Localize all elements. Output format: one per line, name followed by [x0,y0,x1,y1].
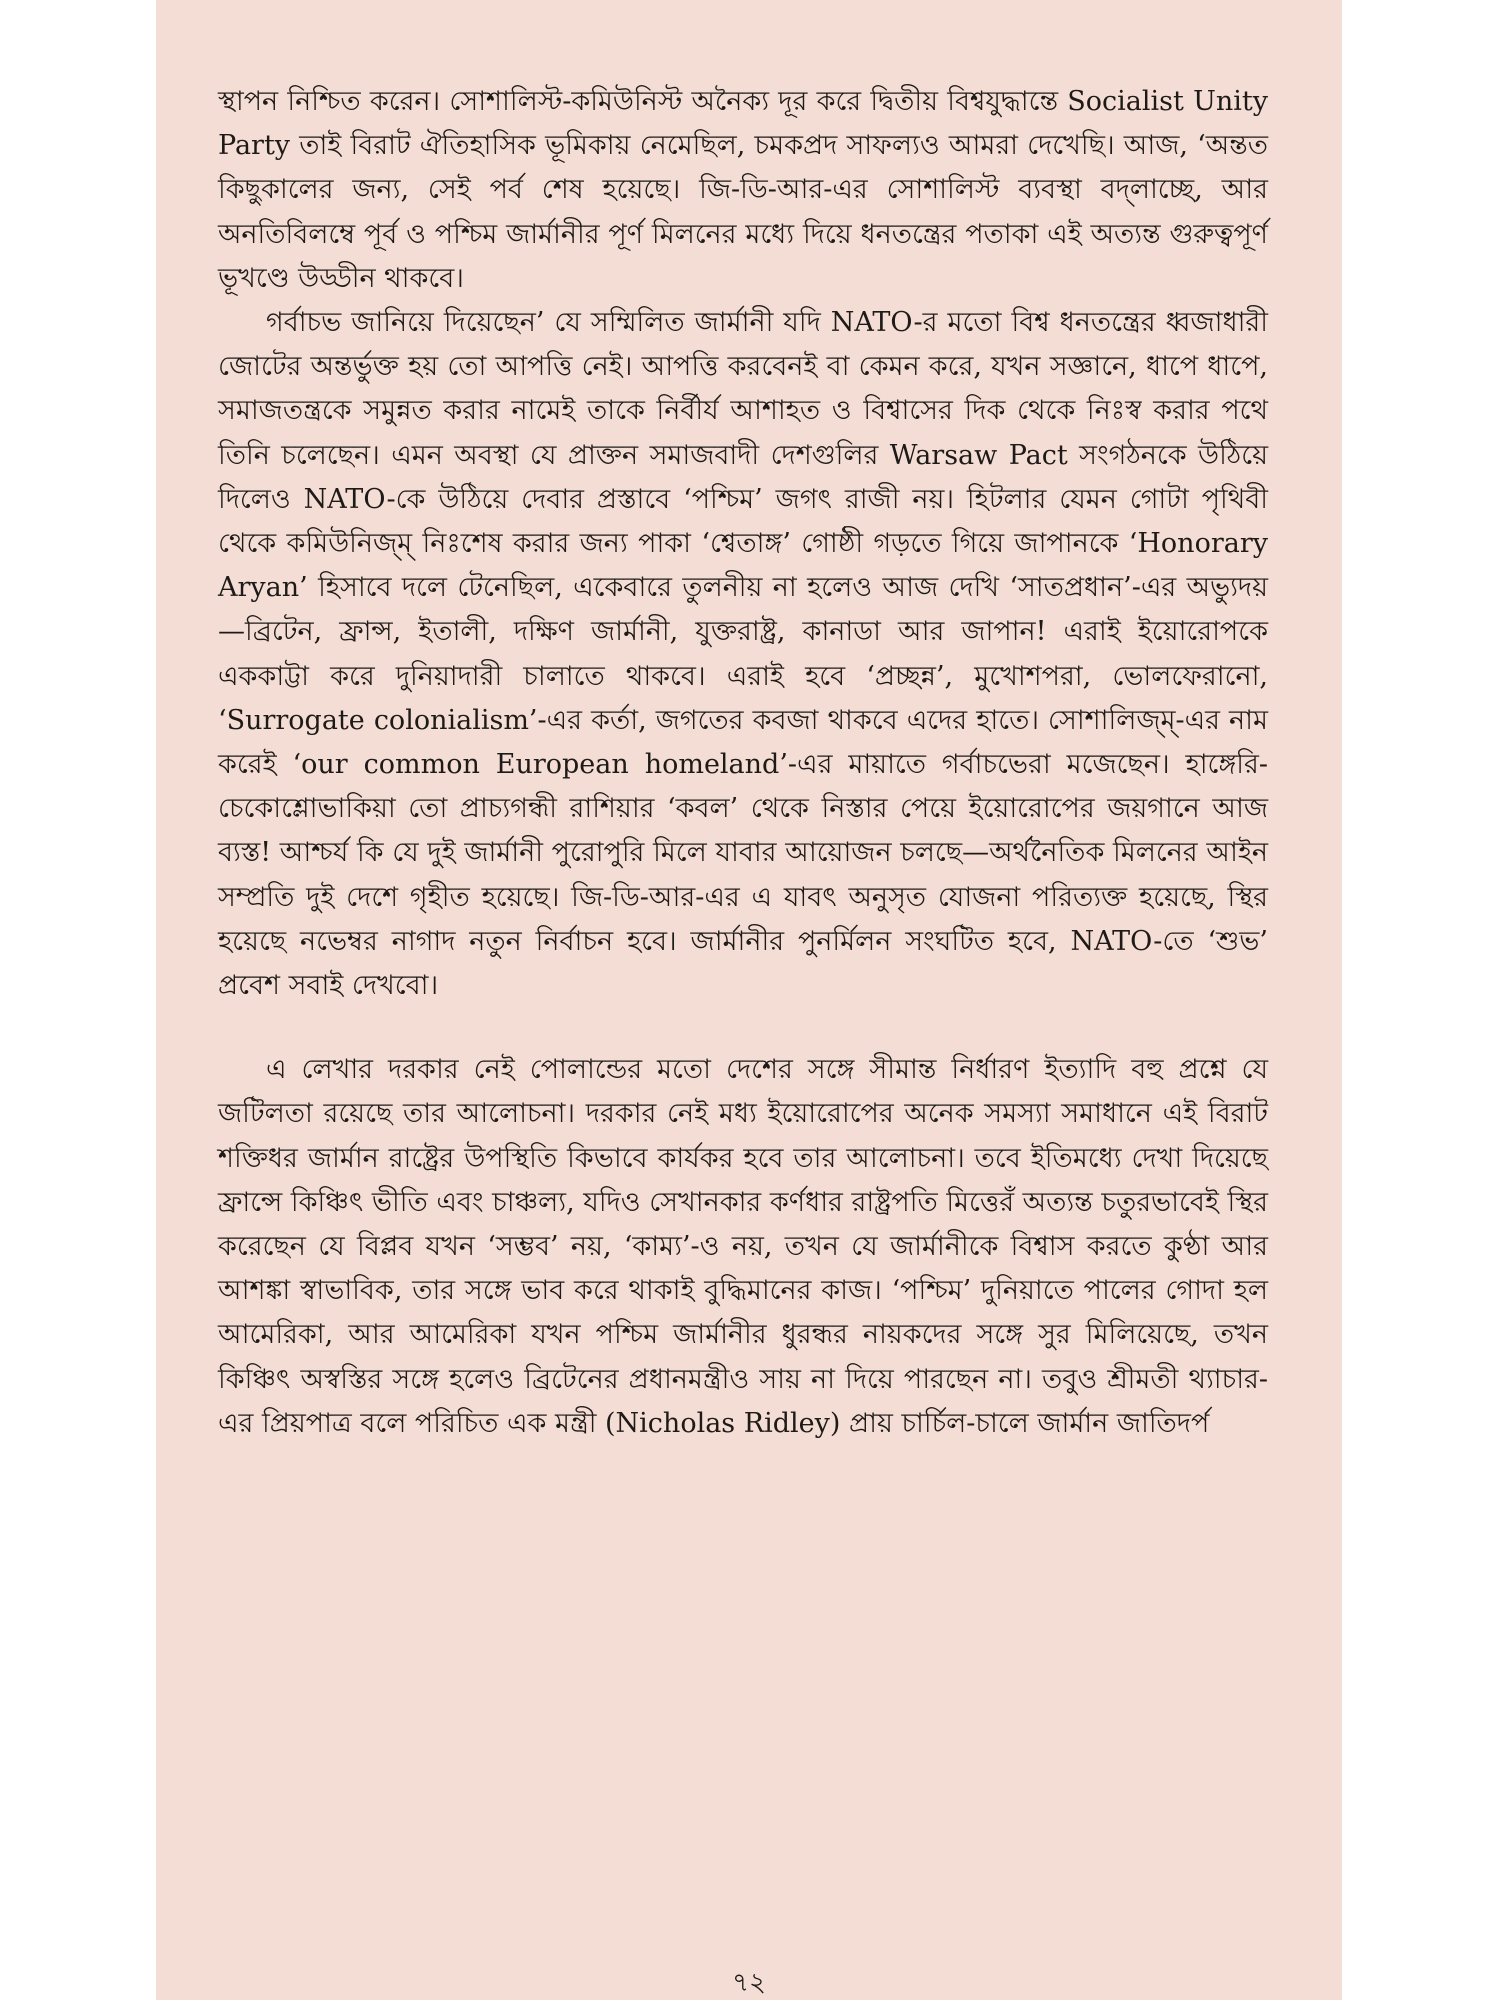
paragraph-1: স্থাপন নিশ্চিত করেন। সোশালিস্ট-কমিউনিস্ট অনৈক্য দূর করে দ্বিতীয় বিশ্বযুদ্ধান্তে Socialist Unity Party তাই বিরাট ঐতিহাসিক ভূমিকায় নেমেছিল, চমকপ্রদ সাফল্যও আমরা দেখেছি। আজ, ‘অন্তত কিছুকালের জন্য, সেই পর্ব শেষ হয়েছে। জি-ডি-আর-এর সোশালিস্ট ব্যবস্থা বদ্‌লাচ্ছে, আর অনতিবিলম্বে পূর্ব ও পশ্চিম জার্মানীর পূর্ণ মিলনের মধ্যে দিয়ে ধনতন্ত্রের পতাকা এই অত্যন্ত গুরুত্বপূর্ণ ভূখণ্ডে উড্ডীন থাকবে। [218,86,1268,294]
page-number: ৭২ [732,1968,766,1998]
page-body-text [218,80,1268,1446]
paragraph-2: গর্বাচভ জানিয়ে দিয়েছেন’ যে সম্মিলিত জার্মানী যদি NATO-র মতো বিশ্ব ধনতন্ত্রের ধ্বজাধারী জোটের অন্তর্ভুক্ত হয় তো আপত্তি নেই। আপত্তি করবেনই বা কেমন করে, যখন সজ্ঞানে, ধাপে ধাপে, সমাজতন্ত্রকে সমুন্নত করার নামেই তাকে নির্বীর্য আশাহত ও বিশ্বাসের দিক থেকে নিঃস্ব করার পথে তিনি চলেছেন। এমন অবস্থা যে প্রাক্তন সমাজবাদী দেশগুলির Warsaw Pact সংগঠনকে উঠিয়ে দিলেও NATO-কে উঠিয়ে দেবার প্রস্তাবে ‘পশ্চিম’ জগৎ রাজী নয়। হিটলার যেমন গোটা পৃথিবী থেকে কমিউনিজ্‌ম্ নিঃশেষ করার জন্য পাকা ‘শ্বেতাঙ্গ’ গোষ্ঠী গড়তে গিয়ে জাপানকে ‘Honorary Aryan’ হিসাবে দলে টেনেছিল, একেবারে তুলনীয় না হলেও আজ দেখি ‘সাতপ্রধান’-এর অভ্যুদয়—ব্রিটেন, ফ্রান্স, ইতালী, দক্ষিণ জার্মানী, যুক্তরাষ্ট্র, কানাডা আর জাপান! এরাই ইয়োরোপকে এককাট্টা করে দুনিয়াদারী চালাতে থাকবে। এরাই হবে ‘প্রচ্ছন্ন’, মুখোশপরা, ভোলফেরানো, ‘Surrogate colonialism’-এর কর্তা, জগতের কবজা থাকবে এদের হাতে। সোশালিজ্‌ম্-এর নাম করেই ‘our common European homeland’-এর মায়াতে গর্বাচভেরা মজেছেন। হাঙ্গেরি-চেকোশ্লোভাকিয়া তো প্রাচ্যগন্ধী রাশিয়ার ‘কবল’ থেকে নিস্তার পেয়ে ইয়োরোপের জয়গানে আজ ব্যস্ত! আশ্চর্য কি যে দুই জার্মানী পুরোপুরি মিলে যাবার আয়োজন চলছে—অর্থনৈতিক মিলনের আইন সম্প্রতি দুই দেশে গৃহীত হয়েছে। জি-ডি-আর-এর এ যাবৎ অনুসৃত যোজনা পরিত্যক্ত হয়েছে, স্থির হয়েছে নভেম্বর নাগাদ নতুন নির্বাচন হবে। জার্মানীর পুনর্মিলন সংঘটিত হবে, NATO-তে ‘শুভ’ প্রবেশ সবাই দেখবো। [218,307,1268,1002]
paragraph-3: এ লেখার দরকার নেই পোলান্ডের মতো দেশের সঙ্গে সীমান্ত নির্ধারণ ইত্যাদি বহু প্রশ্নে যে জটিলতা রয়েছে তার আলোচনা। দরকার নেই মধ্য ইয়োরোপের অনেক সমস্যা সমাধানে এই বিরাট শক্তিধর জার্মান রাষ্ট্রের উপস্থিতি কিভাবে কার্যকর হবে তার আলোচনা। তবে ইতিমধ্যে দেখা দিয়েছে ফ্রান্সে কিঞ্চিৎ ভীতি এবং চাঞ্চল্য, যদিও সেখানকার কর্ণধার রাষ্ট্রপতি মিত্তেরঁ অত্যন্ত চতুরভাবেই স্থির করেছেন যে বিপ্লব যখন ‘সম্ভব’ নয়, ‘কাম্য’-ও নয়, তখন যে জার্মানীকে বিশ্বাস করতে কুণ্ঠা আর আশঙ্কা স্বাভাবিক, তার সঙ্গে ভাব করে থাকাই বুদ্ধিমানের কাজ। ‘পশ্চিম’ দুনিয়াতে পালের গোদা হল আমেরিকা, আর আমেরিকা যখন পশ্চিম জার্মানীর ধুরন্ধর নায়কদের সঙ্গে সুর মিলিয়েছে, তখন কিঞ্চিৎ অস্বস্তির সঙ্গে হলেও ব্রিটেনের প্রধানমন্ত্রীও সায় না দিয়ে পারছেন না। তবুও শ্রীমতী থ্যাচার-এর প্রিয়পাত্র বলে পরিচিত এক মন্ত্রী (Nicholas Ridley) প্রায় চার্চিল-চালে জার্মান জাতিদর্প [218,1054,1268,1439]
book-page [156,0,1342,2000]
